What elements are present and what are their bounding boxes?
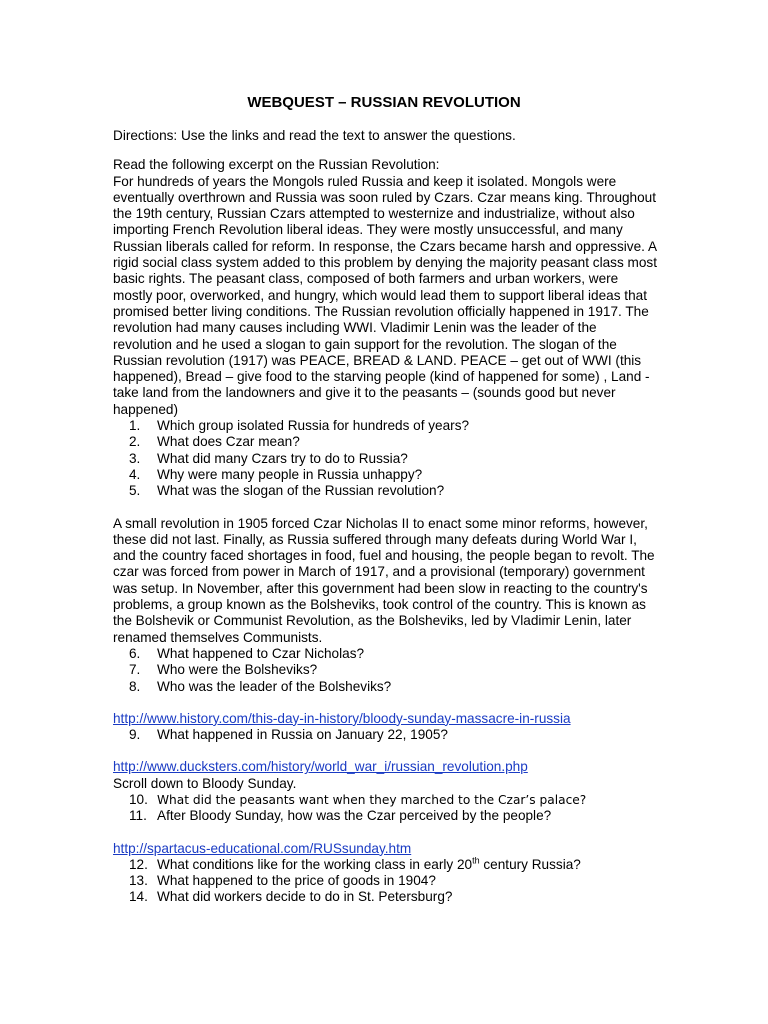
question-item: 1. Which group isolated Russia for hundreds of years?: [129, 418, 470, 434]
question-item: 8. Who was the leader of the Bolsheviks?: [129, 678, 392, 694]
document-body: [113, 128, 658, 906]
question-item: 14. What did workers decide to do in St. Petersburg?: [129, 889, 453, 905]
question-item: 3. What did many Czars try to do to Russia?: [129, 450, 408, 466]
excerpt-paragraph-1: For hundreds of years the Mongols ruled Russia and keep it isolated. Mongols were eventually overthrown and Russia was soon ruled by Czars. Czar means king. Throughout the 19th century, Russian Czars attempted to westernize and industrialize, without also importing French Revolution liberal ideas. They were mostly unsuccessful, and many Russian liberals called for reform. In response, the Czars became harsh and oppressive. A rigid social class system added to this problem by denying the majority peasant class most basic rights. The peasant class, composed of both farmers and urban workers, were mostly poor, overworked, and hungry, which would lead them to support liberal ideas that promised better living conditions. The Russian revolution officially happened in 1917. The revolution had many causes including WWI. Vladimir Lenin was the leader of the revolution and he used a slogan to gain support for the revolution. The slogan of the Russian revolution (1917) was PEACE, BREAD & LAND. PEACE – get out of WWI (this happened), Bread – give food to the starving people (kind of happened for some) , Land - take land from the landowners and give it to the peasants – (sounds good but never happened): [113, 173, 658, 417]
excerpt-paragraph-2: A small revolution in 1905 forced Czar Nicholas II to enact some minor reforms, however, these did not last. Finally, as Russia suffered through many defeats during World War I, and the country faced shortages in food, fuel and housing, the people began to revolt. The czar was forced from power in March of 1917, and a provisional (temporary) government was setup. In November, after this government had been slow in reacting to the country's problems, a group known as the Bolsheviks, took control of the country. This is known as the Bolshevik or Communist Revolution, as the Bolsheviks, led by Vladimir Lenin, later renamed themselves Communists.: [113, 515, 655, 645]
question-list-4: [113, 792, 658, 825]
ducksters-link[interactable]: http://www.ducksters.com/history/world_war_i/russian_revolution.php: [113, 759, 528, 775]
question-item: 10. What did the peasants want when they marched to the Czar’s palace?: [129, 791, 587, 807]
question-item: 12. What conditions like for the working class in early 20th century Russia?: [129, 855, 581, 872]
question-item: 13. What happened to the price of goods in 1904?: [129, 873, 436, 889]
question-item: 7. Who were the Bolsheviks?: [129, 662, 318, 678]
directions-text: Directions: Use the links and read the text to answer the questions.: [113, 128, 516, 143]
scroll-note: Scroll down to Bloody Sunday.: [113, 775, 297, 791]
question-item: 4. Why were many people in Russia unhappy?: [129, 466, 423, 482]
question-item: 9. What happened in Russia on January 22, 1905?: [129, 727, 448, 743]
document-title: WEBQUEST – RUSSIAN REVOLUTION: [247, 94, 521, 111]
question-list-2: [113, 646, 658, 695]
question-item: 2. What does Czar mean?: [129, 434, 300, 450]
question-list-3: [113, 727, 658, 743]
question-list-1: [113, 418, 658, 499]
question-list-5: [113, 857, 658, 906]
history-com-link[interactable]: http://www.history.com/this-day-in-history/bloody-sunday-massacre-in-russia: [113, 710, 571, 726]
spartacus-link[interactable]: http://spartacus-educational.com/RUSsunday.htm: [113, 840, 412, 856]
excerpt-intro: Read the following excerpt on the Russian Revolution:: [113, 157, 440, 173]
question-item: 5. What was the slogan of the Russian revolution?: [129, 483, 445, 499]
question-item: 6. What happened to Czar Nicholas?: [129, 645, 365, 661]
question-item: 11. After Bloody Sunday, how was the Czar perceived by the people?: [129, 808, 552, 824]
